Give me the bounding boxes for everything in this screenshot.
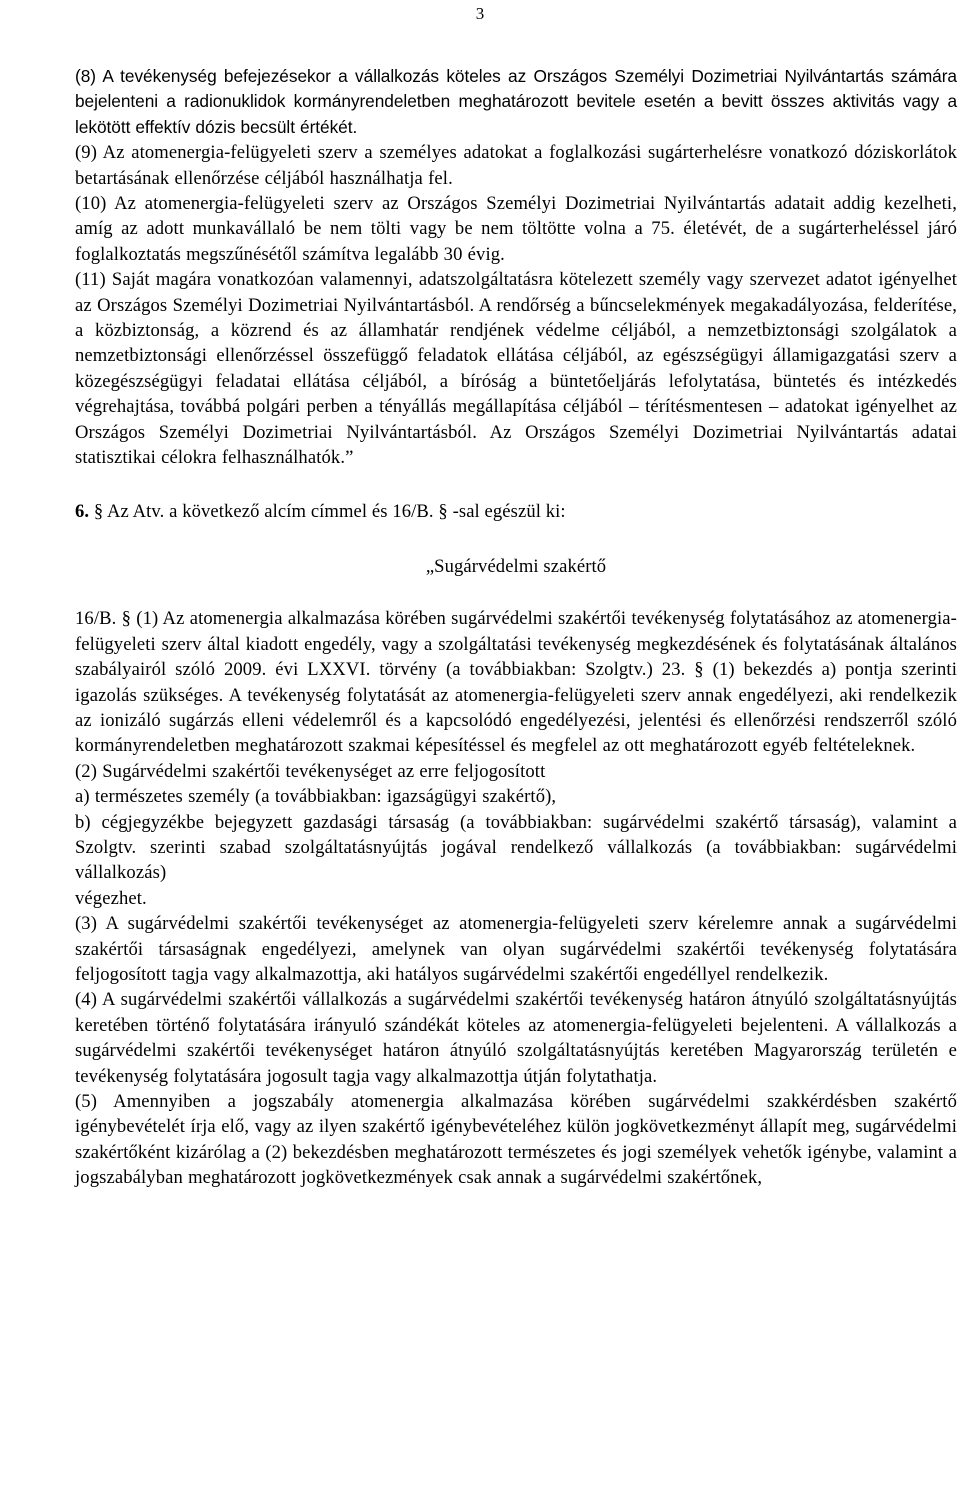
paragraph-16b-2: (2) Sugárvédelmi szakértői tevékenységet az erre feljogosított xyxy=(75,760,546,782)
paragraph-16b-3: (3) A sugárvédelmi szakértői tevékenységet az atomenergia-felügyeleti szerv kérelemre annak a sugárvédelmi szakértői társaságnak engedélyezi, amelynek van olyan sugárvédelmi szakértői tevékenység folytatására feljogosított tagja vagy alkalmazottja, aki hatályos sugárvédelmi szakértői engedéllyel rendelkezik. xyxy=(75,913,957,985)
paragraph-16b-2a: a) természetes személy (a továbbiakban: igazságügyi szakértő), xyxy=(75,786,557,808)
section-subtitle: „Sugárvédelmi szakértő xyxy=(425,555,607,577)
paragraph-9: (9) Az atomenergia-felügyeleti szerv a személyes adatokat a foglalkozási sugárterhelésre vonatkozó dóziskorlátok betartásának ellenőrzése céljából használhatja fel. xyxy=(75,142,957,189)
paragraph-11: (11) Saját magára vonatkozóan valamennyi, adatszolgáltatásra kötelezett személy vagy szervezet adatot igényelhet az Országos Személyi Dozimetriai Nyilvántartásból. A rendőrség a bűncselekmények megakadályozása, felderítése, a közbiztonság, a közrend és az államhatár rendjének védelme céljából, a nemzetbiztonsági szolgálatok a nemzetbiztonsági ellenőrzéssel összefüggő feladatok ellátása céljából, az egészségügyi államigazgatási szerv a közegészségügyi feladatai ellátása céljából, a bíróság a büntetőeljárás lefolytatása, büntetés és intézkedés végrehajtása, továbbá polgári perben a tényállás megállapítása céljából – térítésmentesen – adatokat igényelhet az Országos Személyi Dozimetriai Nyilvántartásból. Az Országos Személyi Dozimetriai Nyilvántartás adatai statisztikai célokra felhasználhatók.” xyxy=(75,269,957,469)
amendment-line xyxy=(75,499,957,524)
document-body xyxy=(75,64,957,1191)
amendment-text: § Az Atv. a következő alcím címmel és 16/B. § -sal egészül ki: xyxy=(89,500,566,522)
paragraph-16b-2b: b) cégjegyzékbe bejegyzett gazdasági társaság (a továbbiakban: sugárvédelmi szakértő társaság), valamint a Szolgtv. szerinti szabad szolgáltatásnyújtás jogával rendelkező vállalkozás (a továbbiakban: sugárvédelmi vállalkozás) xyxy=(75,811,957,884)
amendment-number: 6. xyxy=(75,500,90,522)
paragraph-16b-2-end: végezhet. xyxy=(75,887,147,909)
page-number: 3 xyxy=(475,4,485,23)
paragraph-16b-1: 16/B. § (1) Az atomenergia alkalmazása körében sugárvédelmi szakértői tevékenység folytatásához az atomenergia-felügyeleti szerv által kiadott engedély, vagy a szolgáltatási tevékenység megkezdésének és folytatásának általános szabályairól szóló 2009. évi LXXVI. törvény (a továbbiakban: Szolgtv.) 23. § (1) bekezdés a) pontja szerinti igazolás szükséges. A tevékenység folytatását az atomenergia-felügyeleti szerv annak engedélyezi, aki rendelkezik az ionizáló sugárzás elleni védelemről és a kapcsolódó engedélyezési, jelentési és ellenőrzési rendszerről szóló kormányrendeletben meghatározott szakmai képesítéssel és megfelel az ott meghatározott egyéb feltételeknek. xyxy=(75,608,957,757)
paragraph-16b-5: (5) Amennyiben a jogszabály atomenergia alkalmazása körében sugárvédelmi szakkérdésben szakértő igénybevételét írja elő, vagy az ilyen szakértő igénybevételéhez külön jogkövetkezményt állapít meg, sugárvédelmi szakértőként kizárólag a (2) bekezdésben meghatározott természetes és jogi személyek vehetők igénybe, valamint a jogszabályban meghatározott jogkövetkezmények csak annak a sugárvédelmi szakértőnek, xyxy=(75,1091,957,1189)
paragraph-8: (8) A tevékenység befejezésekor a vállalkozás köteles az Országos Személyi Dozimetriai Nyilvántartás számára bejelenteni a radionuklidok kormányrendeletben meghatározott bevitele esetén a bevitt összes aktivitás vagy a lekötött effektív dózis becsült értékét. xyxy=(75,66,957,137)
section-16b xyxy=(75,606,957,1190)
paragraph-10: (10) Az atomenergia-felügyeleti szerv az Országos Személyi Dozimetriai Nyilvántartás adatait addig kezelheti, amíg az adott munkavállaló be nem tölti vagy be nem töltötte volna a 75. életévét, de a sugárterheléssel járó foglalkoztatás megszűnésétől számítva legalább 30 évig. xyxy=(75,193,957,265)
paragraph-16b-4: (4) A sugárvédelmi szakértői vállalkozás a sugárvédelmi szakértői tevékenység határon átnyúló szolgáltatásnyújtás keretében történő folytatására irányuló szándékát köteles az atomenergia-felügyeleti bejelenteni. A vállalkozás a sugárvédelmi szakértői tevékenységet határon átnyúló szolgáltatásnyújtás keretében Magyarország területén e tevékenység folytatására jogosult tagja vagy alkalmazottja útján folytathatja. xyxy=(75,989,957,1087)
